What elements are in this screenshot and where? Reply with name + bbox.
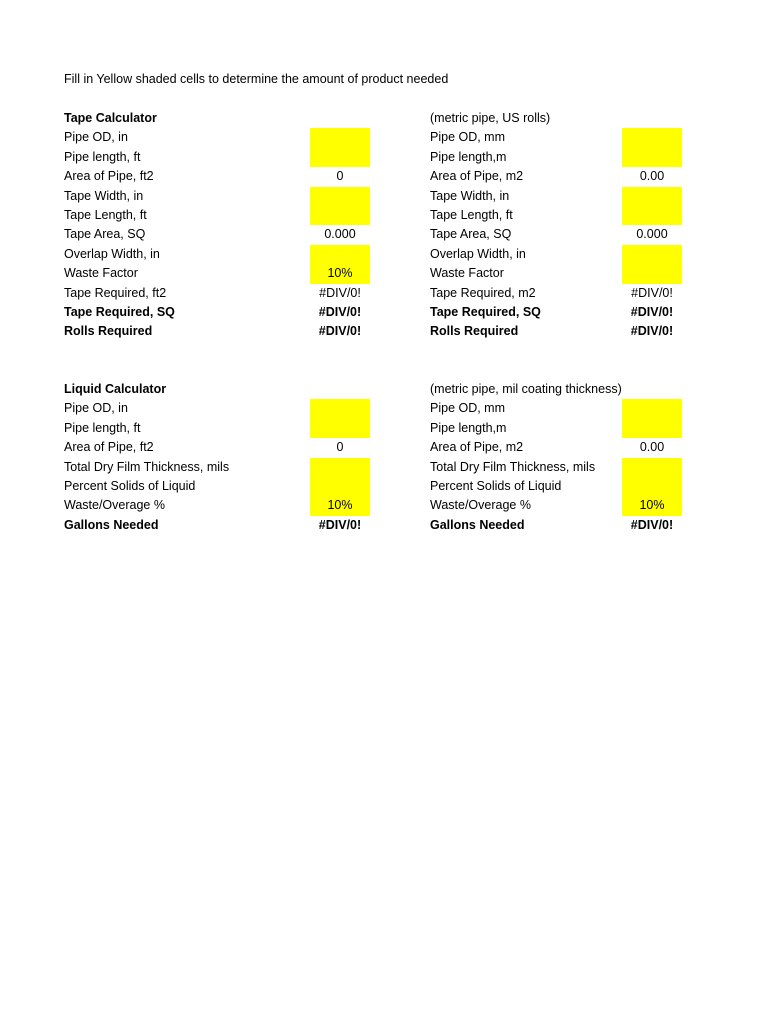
row-label: Total Dry Film Thickness, mils	[430, 459, 596, 474]
input-cell[interactable]	[310, 399, 370, 418]
row-label: Tape Area, SQ	[430, 227, 512, 242]
calculator-title: (metric pipe, US rolls)	[430, 111, 551, 125]
instruction-text: Fill in Yellow shaded cells to determine the amount of product needed	[64, 72, 449, 86]
input-cell[interactable]	[310, 148, 370, 167]
input-cell[interactable]	[622, 264, 682, 283]
input-cell[interactable]	[622, 187, 682, 206]
calculator-title: Liquid Calculator	[64, 382, 167, 396]
row-label: Overlap Width, in	[430, 246, 526, 261]
row-label: Waste/Overage %	[64, 498, 165, 513]
input-cell[interactable]	[622, 206, 682, 225]
input-cell[interactable]	[622, 419, 682, 438]
calculator-title: (metric pipe, mil coating thickness)	[430, 382, 622, 396]
row-label: Tape Required, SQ	[64, 304, 175, 319]
row-label: Pipe length, ft	[64, 149, 141, 164]
row-label: Gallons Needed	[430, 517, 525, 532]
input-cell[interactable]	[622, 399, 682, 418]
result-cell: 0.000	[324, 227, 356, 242]
calculator-title: Tape Calculator	[64, 111, 157, 125]
row-label: Tape Width, in	[64, 188, 144, 203]
input-cell[interactable]	[310, 477, 370, 496]
row-label: Tape Width, in	[430, 188, 510, 203]
row-label: Tape Length, ft	[64, 207, 147, 222]
row-label: Area of Pipe, m2	[430, 169, 524, 184]
result-cell: #DIV/0!	[630, 304, 674, 319]
input-cell[interactable]	[310, 419, 370, 438]
result-cell: #DIV/0!	[318, 324, 362, 339]
row-label: Rolls Required	[64, 324, 153, 339]
input-cell[interactable]: 10%	[622, 496, 682, 515]
input-cell[interactable]	[310, 245, 370, 264]
row-label: Waste Factor	[430, 266, 504, 281]
input-cell[interactable]	[310, 128, 370, 147]
row-label: Tape Required, m2	[430, 285, 536, 300]
row-label: Pipe length, ft	[64, 420, 141, 435]
input-cell[interactable]	[310, 206, 370, 225]
row-label: Pipe OD, in	[64, 130, 128, 145]
input-cell[interactable]	[622, 245, 682, 264]
row-label: Overlap Width, in	[64, 246, 160, 261]
input-cell[interactable]	[310, 187, 370, 206]
row-label: Percent Solids of Liquid	[430, 478, 562, 493]
row-label: Tape Required, SQ	[430, 304, 541, 319]
row-label: Gallons Needed	[64, 517, 159, 532]
row-label: Area of Pipe, ft2	[64, 169, 154, 184]
row-label: Rolls Required	[430, 324, 519, 339]
result-cell: #DIV/0!	[631, 285, 673, 300]
row-label: Pipe OD, mm	[430, 130, 506, 145]
result-cell: #DIV/0!	[319, 285, 361, 300]
row-label: Waste Factor	[64, 266, 138, 281]
row-label: Pipe length,m	[430, 149, 507, 164]
result-cell: 0	[336, 169, 344, 184]
result-cell: 0.000	[636, 227, 668, 242]
row-label: Total Dry Film Thickness, mils	[64, 459, 230, 474]
row-label: Area of Pipe, m2	[430, 440, 524, 455]
input-cell[interactable]: 10%	[310, 496, 370, 515]
input-cell[interactable]: 10%	[310, 264, 370, 283]
row-label: Waste/Overage %	[430, 498, 531, 513]
input-cell[interactable]	[622, 477, 682, 496]
input-cell[interactable]	[622, 148, 682, 167]
result-cell: 0.00	[639, 169, 665, 184]
row-label: Pipe OD, mm	[430, 401, 506, 416]
row-label: Area of Pipe, ft2	[64, 440, 154, 455]
row-label: Tape Length, ft	[430, 207, 513, 222]
result-cell: #DIV/0!	[630, 324, 674, 339]
row-label: Pipe OD, in	[64, 401, 128, 416]
input-cell[interactable]	[622, 458, 682, 477]
row-label: Pipe length,m	[430, 420, 507, 435]
result-cell: #DIV/0!	[318, 517, 362, 532]
result-cell: 0	[336, 440, 344, 455]
result-cell: #DIV/0!	[630, 517, 674, 532]
row-label: Tape Required, ft2	[64, 285, 167, 300]
row-label: Percent Solids of Liquid	[64, 478, 196, 493]
result-cell: #DIV/0!	[318, 304, 362, 319]
input-cell[interactable]	[310, 458, 370, 477]
input-cell[interactable]	[622, 128, 682, 147]
result-cell: 0.00	[639, 440, 665, 455]
row-label: Tape Area, SQ	[64, 227, 146, 242]
